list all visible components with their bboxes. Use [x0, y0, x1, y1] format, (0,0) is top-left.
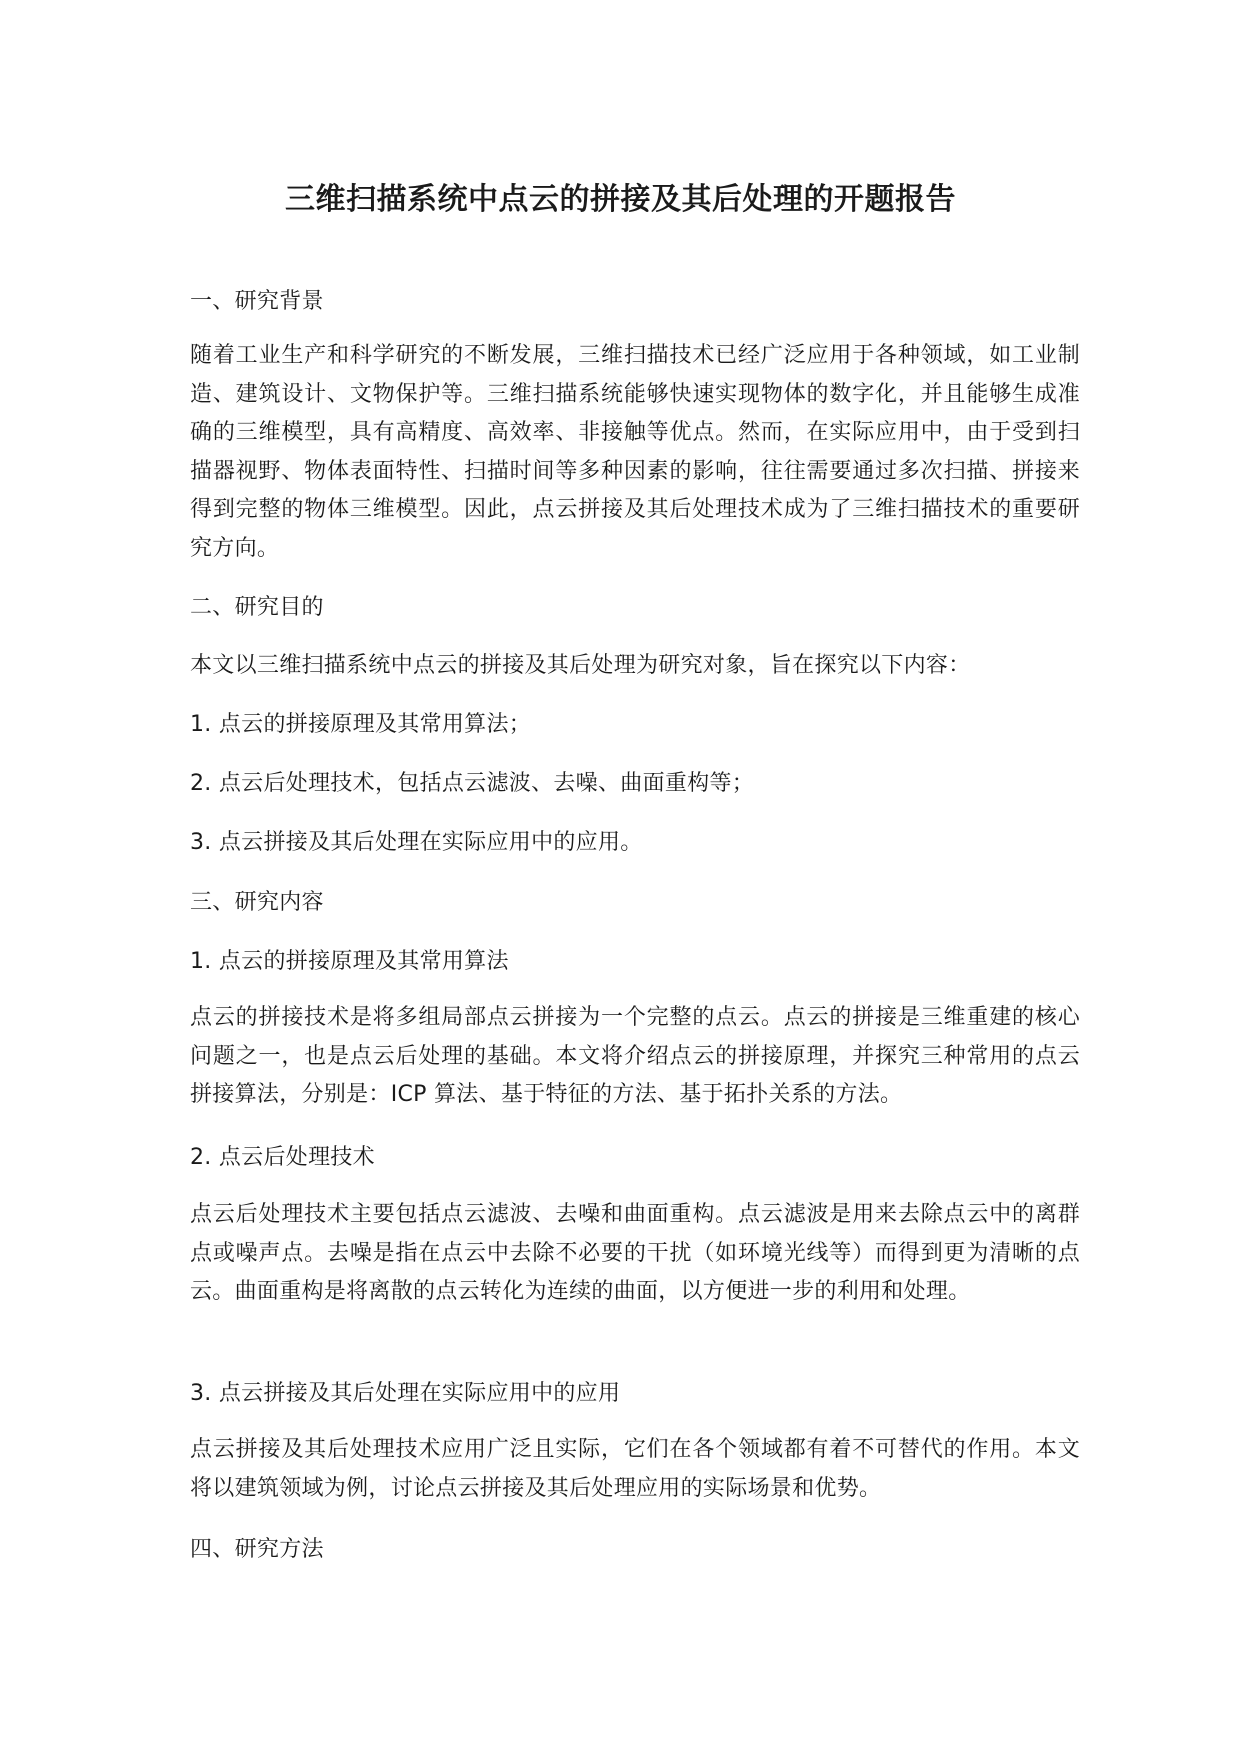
list-item-purpose-1: 1. 点云的拼接原理及其常用算法； — [190, 712, 532, 737]
paragraph-purpose-intro: 本文以三维扫描系统中点云的拼接及其后处理为研究对象，旨在探究以下内容： — [190, 653, 971, 678]
paragraph-application: 点云拼接及其后处理技术应用广泛且实际，它们在各个领域都有着不可替代的作用。本文将以建筑领域为例，讨论点云拼接及其后处理应用的实际场景和优势。 — [190, 1437, 1080, 1501]
list-item-purpose-2: 2. 点云后处理技术，包括点云滤波、去噪、曲面重构等； — [190, 771, 755, 796]
paragraph-postprocessing: 点云后处理技术主要包括点云滤波、去噪和曲面重构。点云滤波是用来去除点云中的离群点或噪声点。去噪是指在点云中去除不必要的干扰（如环境光线等）而得到更为清晰的点云。曲面重构是将离散的点云转化为连续的曲面，以方便进一步的利用和处理。 — [190, 1202, 1080, 1304]
subsection-heading-stitching: 1. 点云的拼接原理及其常用算法 — [190, 949, 509, 974]
section-heading-background: 一、研究背景 — [190, 289, 324, 314]
subsection-heading-application: 3. 点云拼接及其后处理在实际应用中的应用 — [190, 1381, 621, 1406]
paragraph-stitching: 点云的拼接技术是将多组局部点云拼接为一个完整的点云。点云的拼接是三维重建的核心问题之一，也是点云后处理的基础。本文将介绍点云的拼接原理，并探究三种常用的点云拼接算法，分别是：ICP 算法、基于特征的方法、基于拓扑关系的方法。 — [190, 1005, 1080, 1107]
section-heading-purpose: 二、研究目的 — [190, 595, 324, 620]
paragraph-background: 随着工业生产和科学研究的不断发展，三维扫描技术已经广泛应用于各种领域，如工业制造、建筑设计、文物保护等。三维扫描系统能够快速实现物体的数字化，并且能够生成准确的三维模型，具有高精度、高效率、非接触等优点。然而，在实际应用中，由于受到扫描器视野、物体表面特性、扫描时间等多种因素的影响，往往需要通过多次扫描、拼接来得到完整的物体三维模型。因此，点云拼接及其后处理技术成为了三维扫描技术的重要研究方向。 — [190, 343, 1080, 561]
document-title: 三维扫描系统中点云的拼接及其后处理的开题报告 — [285, 182, 956, 217]
list-item-purpose-3: 3. 点云拼接及其后处理在实际应用中的应用。 — [190, 830, 643, 855]
subsection-heading-postprocessing: 2. 点云后处理技术 — [190, 1145, 375, 1170]
section-heading-method: 四、研究方法 — [190, 1537, 324, 1562]
section-heading-content: 三、研究内容 — [190, 890, 324, 915]
